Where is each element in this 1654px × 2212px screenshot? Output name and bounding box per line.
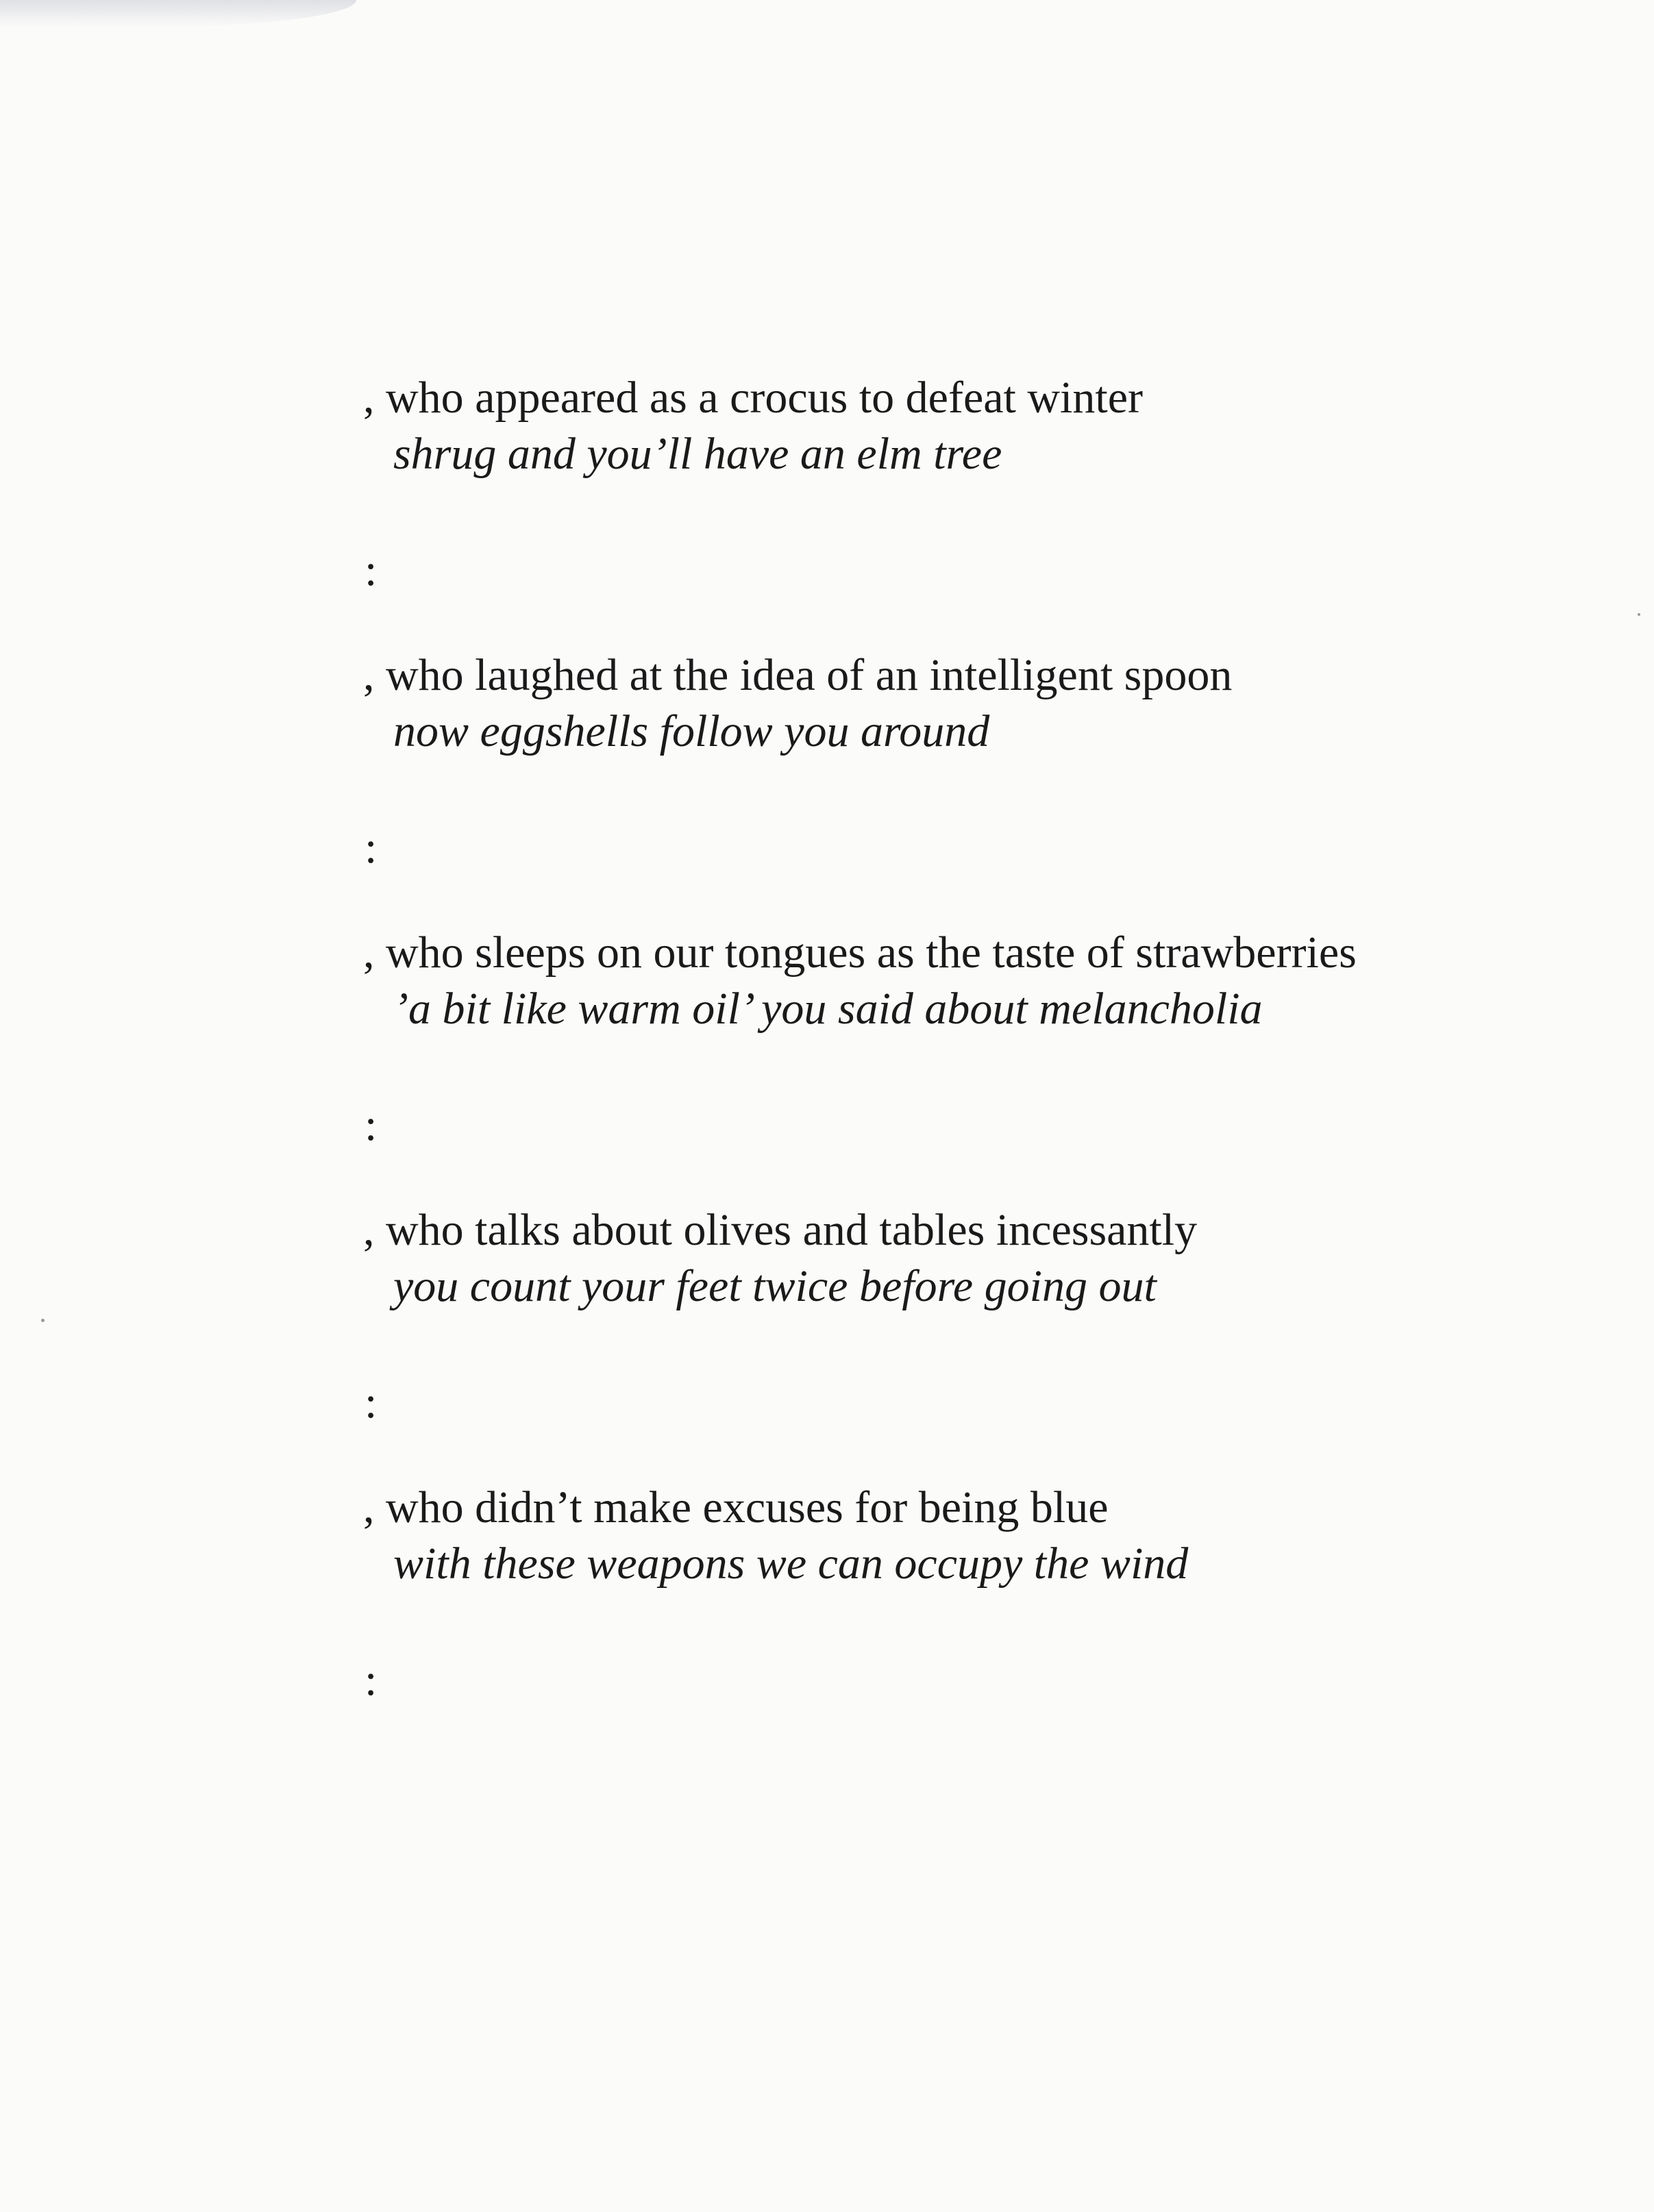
stanza-line: , who sleeps on our tongues as the taste of strawberries — [363, 928, 1357, 978]
stanza-3 — [363, 925, 1528, 1037]
stanza-1 — [363, 370, 1528, 482]
stanza-separator: : — [365, 1655, 378, 1705]
stanza-5 — [363, 1480, 1528, 1592]
stanza-italic-line: with these weapons we can occupy the wind — [393, 1539, 1189, 1589]
stanza-italic-line: you count your feet twice before going out — [393, 1261, 1157, 1311]
stanza-separator: : — [365, 823, 378, 873]
stanza-separator: : — [365, 545, 378, 595]
stanza-line: , who laughed at the idea of an intelligent spoon — [363, 650, 1233, 700]
stanza-line: , who talks about olives and tables incessantly — [363, 1205, 1198, 1255]
stanza-italic-line: ’a bit like warm oil’ you said about melancholia — [393, 984, 1263, 1034]
stanza-italic-line: now eggshells follow you around — [393, 706, 990, 756]
stanza-separator: : — [365, 1378, 378, 1428]
stanza-line: , who appeared as a crocus to defeat winter — [363, 373, 1143, 423]
stanza-separator: : — [365, 1100, 378, 1150]
stanza-italic-line: shrug and you’ll have an elm tree — [393, 429, 1002, 479]
stanza-4 — [363, 1202, 1528, 1315]
stanza-line: , who didn’t make excuses for being blue — [363, 1482, 1109, 1532]
stanza-2 — [363, 647, 1528, 760]
